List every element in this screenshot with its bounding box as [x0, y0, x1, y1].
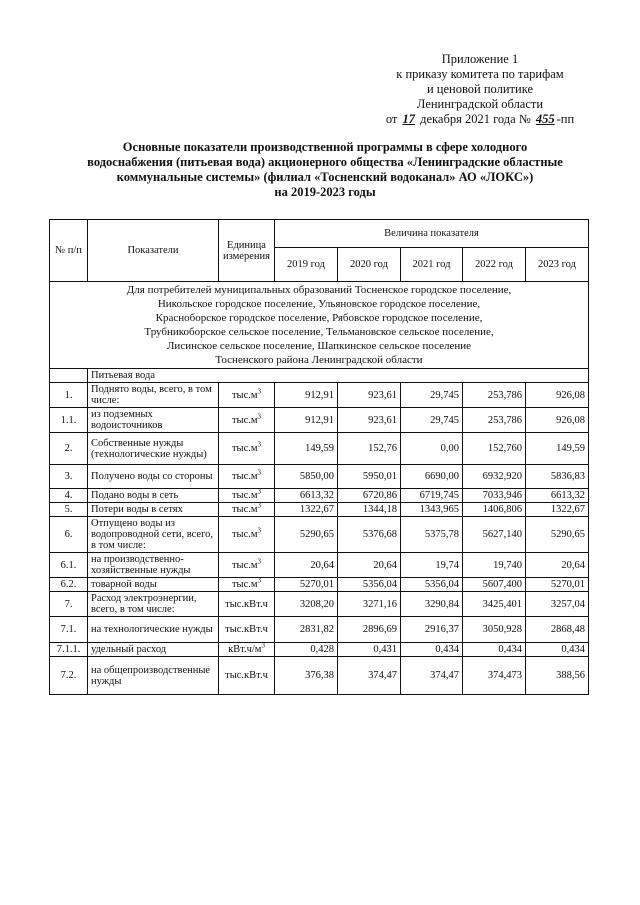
row-value: 0,434: [526, 643, 589, 657]
title-line-3: коммунальные системы» (филиал «Тосненский водоканал» АО «ЛОКС»): [116, 170, 534, 184]
row-unit: [219, 578, 275, 592]
date-suffix: -пп: [556, 112, 575, 126]
row-value: 926,08: [526, 408, 589, 433]
row-value: 253,786: [463, 408, 526, 433]
row-value: 3208,20: [275, 592, 338, 617]
unit-superscript: 3: [257, 387, 262, 395]
unit-text: тыс.м: [231, 471, 258, 482]
row-value: 2896,69: [338, 617, 401, 643]
header-value-group: Величина показателя: [275, 220, 589, 248]
row-value: 5376,68: [338, 517, 401, 553]
unit-text: тыс.м: [231, 504, 258, 515]
row-value: 5607,400: [463, 578, 526, 592]
row-unit: [219, 553, 275, 578]
unit-text: тыс.кВт.ч: [225, 624, 268, 635]
table-row: [50, 553, 589, 578]
row-value: 0,434: [401, 643, 463, 657]
row-value: 0,434: [463, 643, 526, 657]
row-unit: [219, 465, 275, 489]
unit-text: тыс.м: [231, 559, 258, 571]
row-value: 3050,928: [463, 617, 526, 643]
unit-text: тыс.м: [231, 389, 258, 401]
row-value: 6720,86: [338, 489, 401, 503]
row-indicator-name: на производственно-хозяйственные нужды: [88, 553, 219, 578]
row-value: 388,56: [526, 657, 589, 695]
region-line: Для потребителей муниципальных образований Тосненское городское поселение,: [126, 284, 512, 296]
header-year: 2023 год: [526, 248, 589, 282]
row-number: 7.2.: [50, 657, 88, 695]
header-year: 2020 год: [338, 248, 401, 282]
table-row: [50, 657, 589, 695]
row-indicator-name: товарной воды: [88, 578, 219, 592]
unit-superscript: 3: [257, 576, 262, 585]
unit-text: тыс.кВт.ч: [225, 598, 268, 610]
row-value: 5356,04: [338, 578, 401, 592]
row-value: 374,47: [401, 657, 463, 695]
row-value: 374,47: [338, 657, 401, 695]
row-indicator-name: Поднято воды, всего, в том числе:: [88, 383, 219, 408]
row-value: 3425,401: [463, 592, 526, 617]
row-indicator-name: Получено воды со стороны: [88, 465, 219, 489]
row-value: 5270,01: [526, 578, 589, 592]
unit-text: тыс.м: [231, 414, 258, 426]
row-number: 6.: [50, 517, 88, 553]
row-value: 6690,00: [401, 465, 463, 489]
row-value: 0,431: [338, 643, 401, 657]
appendix-date-line: [380, 112, 580, 127]
appendix-line-2: к приказу комитета по тарифам: [396, 67, 564, 81]
row-value: 5290,65: [526, 517, 589, 553]
appendix-line-4: Ленинградской области: [416, 97, 544, 111]
row-unit: [219, 617, 275, 643]
unit-superscript: 3: [257, 412, 262, 420]
row-unit: [219, 657, 275, 695]
row-value: 5290,65: [275, 517, 338, 553]
region-line: Трубникоборское сельское поселение, Тельмановское сельское поселение,: [144, 326, 494, 338]
handwritten-day: 17: [402, 112, 415, 126]
header-year: 2021 год: [401, 248, 463, 282]
header-no: № п/п: [50, 220, 88, 282]
unit-superscript: 3: [257, 501, 262, 510]
row-unit: [219, 643, 275, 657]
row-value: 2916,37: [401, 617, 463, 643]
row-value: 1344,18: [338, 503, 401, 517]
row-unit: [219, 489, 275, 503]
row-number: 7.: [50, 592, 88, 617]
row-indicator-name: Расход электроэнергии, всего, в том числе:: [88, 592, 219, 617]
row-value: 20,64: [526, 553, 589, 578]
row-number: 4.: [50, 489, 88, 503]
row-value: 5950,01: [338, 465, 401, 489]
title-line-2: водоснабжения (питьевая вода) акционерного общества «Ленинградские областные: [87, 155, 563, 169]
unit-superscript: 3: [257, 468, 262, 477]
date-prefix: от: [385, 112, 398, 126]
table-row: [50, 617, 589, 643]
row-value: 5836,83: [526, 465, 589, 489]
appendix-header: [380, 52, 580, 127]
row-value: 3271,16: [338, 592, 401, 617]
row-value: 29,745: [401, 408, 463, 433]
row-number: 5.: [50, 503, 88, 517]
region-description: [50, 282, 589, 369]
row-number: 2.: [50, 433, 88, 465]
row-value: 5356,04: [401, 578, 463, 592]
table-row: [50, 592, 589, 617]
row-number: 6.2.: [50, 578, 88, 592]
region-line: Никольское городское поселение, Ульяновское городское поселение,: [157, 298, 481, 310]
row-value: 1343,965: [401, 503, 463, 517]
table-row: [50, 489, 589, 503]
row-unit: [219, 503, 275, 517]
table-row: [50, 643, 589, 657]
row-number: 7.1.1.: [50, 643, 88, 657]
row-number: 1.: [50, 383, 88, 408]
unit-text: тыс.кВт.ч: [225, 670, 268, 681]
header-unit: Единица измерения: [219, 220, 275, 282]
title-line-4: на 2019-2023 годы: [274, 185, 376, 199]
row-indicator-name: на технологические нужды: [88, 617, 219, 643]
row-number: 1.1.: [50, 408, 88, 433]
row-unit: [219, 383, 275, 408]
section-label: Питьевая вода: [88, 369, 589, 383]
row-value: 253,786: [463, 383, 526, 408]
row-value: 5627,140: [463, 517, 526, 553]
row-value: 923,61: [338, 383, 401, 408]
row-value: 6932,920: [463, 465, 526, 489]
row-value: 374,473: [463, 657, 526, 695]
row-value: 5850,00: [275, 465, 338, 489]
table-row: [50, 465, 589, 489]
row-number: 3.: [50, 465, 88, 489]
row-value: 926,08: [526, 383, 589, 408]
date-middle: декабря 2021 года №: [420, 112, 531, 126]
unit-superscript: 3: [257, 526, 262, 535]
header-year: 2019 год: [275, 248, 338, 282]
row-value: 376,38: [275, 657, 338, 695]
row-value: 2868,48: [526, 617, 589, 643]
row-unit: [219, 517, 275, 553]
row-value: 3290,84: [401, 592, 463, 617]
row-indicator-name: Потери воды в сетях: [88, 503, 219, 517]
row-value: 923,61: [338, 408, 401, 433]
row-indicator-name: Подано воды в сеть: [88, 489, 219, 503]
row-value: 152,76: [338, 433, 401, 465]
row-value: 1406,806: [463, 503, 526, 517]
region-line: Лисинское сельское поселение, Шапкинское сельское поселение: [166, 340, 472, 352]
row-value: 6719,745: [401, 489, 463, 503]
unit-text: тыс.м: [231, 579, 258, 590]
row-value: 7033,946: [463, 489, 526, 503]
header-year: 2022 год: [463, 248, 526, 282]
indicators-table: [49, 219, 589, 695]
table-row: [50, 433, 589, 465]
handwritten-order-number: 455: [535, 112, 555, 126]
row-number: 7.1.: [50, 617, 88, 643]
row-value: 20,64: [338, 553, 401, 578]
region-line: Тосненского района Ленинградской области: [215, 354, 423, 366]
row-value: 6613,32: [526, 489, 589, 503]
row-value: 0,428: [275, 643, 338, 657]
unit-superscript: 3: [257, 440, 262, 449]
row-value: 149,59: [526, 433, 589, 465]
table-row: [50, 517, 589, 553]
region-line: Красноборское городское поселение, Рябовское городское поселение,: [155, 312, 483, 324]
table-row: [50, 383, 589, 408]
row-value: 6613,32: [275, 489, 338, 503]
row-value: 912,91: [275, 408, 338, 433]
title-line-1: Основные показатели производственной программы в сфере холодного: [122, 140, 528, 154]
unit-text: тыс.м: [231, 443, 258, 454]
unit-text: тыс.м: [231, 490, 258, 501]
header-indicator: Показатели: [88, 220, 219, 282]
table-row: [50, 503, 589, 517]
row-value: 19,740: [463, 553, 526, 578]
row-value: 19,74: [401, 553, 463, 578]
row-value: 2831,82: [275, 617, 338, 643]
unit-superscript: 3: [257, 487, 262, 496]
row-unit: [219, 592, 275, 617]
row-value: 5270,01: [275, 578, 338, 592]
row-value: 912,91: [275, 383, 338, 408]
row-value: 152,760: [463, 433, 526, 465]
row-unit: [219, 433, 275, 465]
row-value: 3257,04: [526, 592, 589, 617]
row-value: 5375,78: [401, 517, 463, 553]
row-indicator-name: Отпущено воды из водопроводной сети, всего, в том числе:: [88, 517, 219, 553]
unit-text: тыс.м: [231, 529, 258, 540]
appendix-title: Приложение 1: [441, 52, 519, 66]
row-value: 0,00: [401, 433, 463, 465]
row-value: 1322,67: [526, 503, 589, 517]
row-value: 20,64: [275, 553, 338, 578]
table-row: [50, 578, 589, 592]
row-value: 1322,67: [275, 503, 338, 517]
unit-superscript: 3: [261, 641, 265, 650]
unit-text: кВт.ч/м: [228, 644, 262, 655]
appendix-line-3: и ценовой политике: [426, 82, 534, 96]
row-value: 29,745: [401, 383, 463, 408]
row-indicator-name: из подземных водоисточников: [88, 408, 219, 433]
row-number: 6.1.: [50, 553, 88, 578]
row-indicator-name: Собственные нужды (технологические нужды): [88, 433, 219, 465]
document-title: [60, 140, 590, 200]
table-row: [50, 408, 589, 433]
row-indicator-name: удельный расход: [88, 643, 219, 657]
row-indicator-name: на общепроизводственные нужды: [88, 657, 219, 695]
row-unit: [219, 408, 275, 433]
unit-superscript: 3: [257, 557, 262, 565]
row-value: 149,59: [275, 433, 338, 465]
